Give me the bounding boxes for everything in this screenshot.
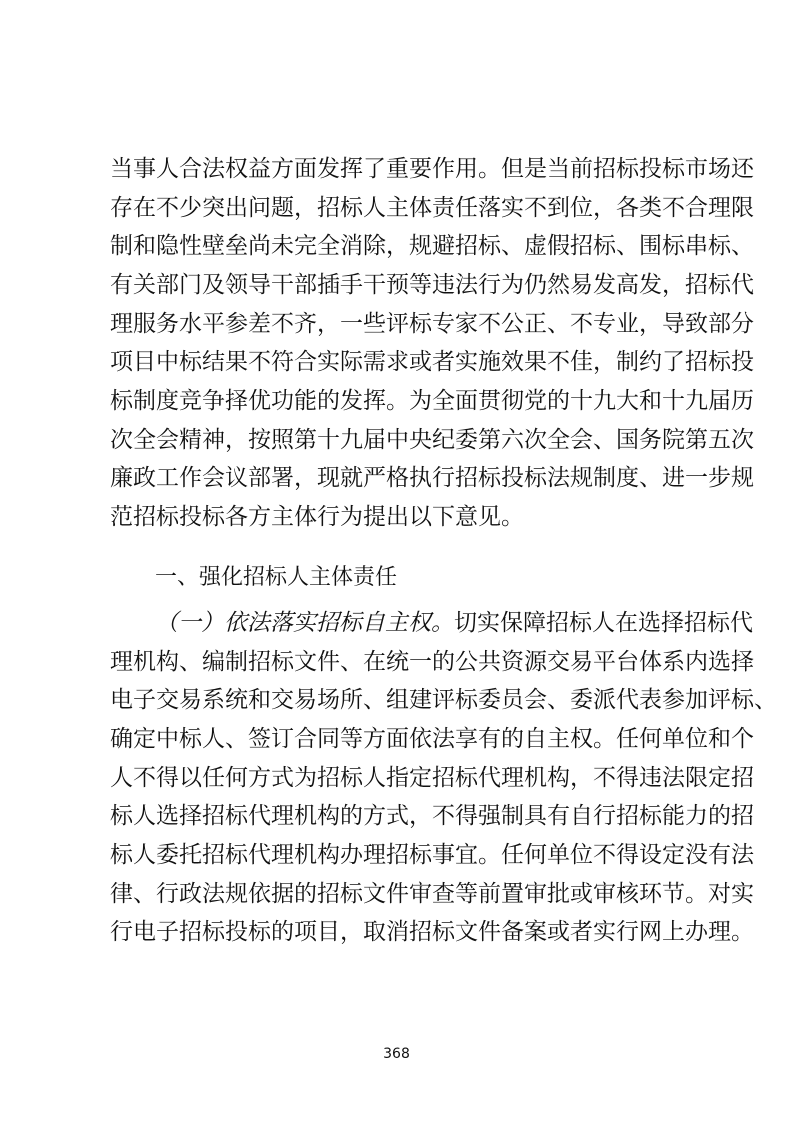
paragraph-line: 存在不少突出问题，招标人主体责任落实不到位，各类不合理限 bbox=[110, 195, 754, 221]
subsection-first-line bbox=[155, 608, 753, 638]
paragraph-line: 律、行政法规依据的招标文件审查等前置审批或审核环节。对实 bbox=[110, 881, 754, 907]
paragraph-line: 有关部门及领导干部插手干预等违法行为仍然易发高发，招标代 bbox=[110, 272, 754, 298]
page-number: 368 bbox=[383, 1046, 410, 1062]
paragraph-line: 标制度竞争择优功能的发挥。为全面贯彻党的十九大和十九届历 bbox=[110, 388, 754, 414]
paragraph-line: 理服务水平参差不齐，一些评标专家不公正、不专业，导致部分 bbox=[110, 311, 754, 337]
paragraph-line: 标人选择招标代理机构的方式，不得强制具有自行招标能力的招 bbox=[110, 803, 754, 829]
paragraph-line: 项目中标结果不符合实际需求或者实施效果不佳，制约了招标投 bbox=[110, 349, 754, 375]
paragraph-line: 理机构、编制招标文件、在统一的公共资源交易平台体系内选择 bbox=[110, 649, 754, 675]
paragraph-line: 标人委托招标代理机构办理招标事宜。任何单位不得设定没有法 bbox=[110, 842, 754, 868]
paragraph-line: 电子交易系统和交易场所、组建评标委员会、委派代表参加评标、 bbox=[110, 687, 777, 713]
subsection-text: 切实保障招标人在选择招标代 bbox=[454, 610, 753, 636]
paragraph-line: 范招标投标各方主体行为提出以下意见。 bbox=[110, 504, 524, 530]
paragraph-line: 人不得以任何方式为招标人指定招标代理机构，不得违法限定招 bbox=[110, 765, 754, 791]
paragraph-line: 行电子招标投标的项目，取消招标文件备案或者实行网上办理。 bbox=[110, 919, 754, 945]
paragraph-line: 次全会精神，按照第十九届中央纪委第六次全会、国务院第五次 bbox=[110, 427, 754, 453]
paragraph-line: 廉政工作会议部署，现就严格执行招标投标法规制度、进一步规 bbox=[110, 465, 754, 491]
section-heading: 一、强化招标人主体责任 bbox=[155, 565, 398, 590]
subsection-label: （一）依法落实招标自主权。 bbox=[155, 610, 454, 636]
paragraph-line: 确定中标人、签订合同等方面依法享有的自主权。任何单位和个 bbox=[110, 726, 754, 752]
paragraph-line: 制和隐性壁垒尚未完全消除，规避招标、虚假招标、围标串标、 bbox=[110, 233, 754, 259]
paragraph-line: 当事人合法权益方面发挥了重要作用。但是当前招标投标市场还 bbox=[110, 156, 754, 182]
